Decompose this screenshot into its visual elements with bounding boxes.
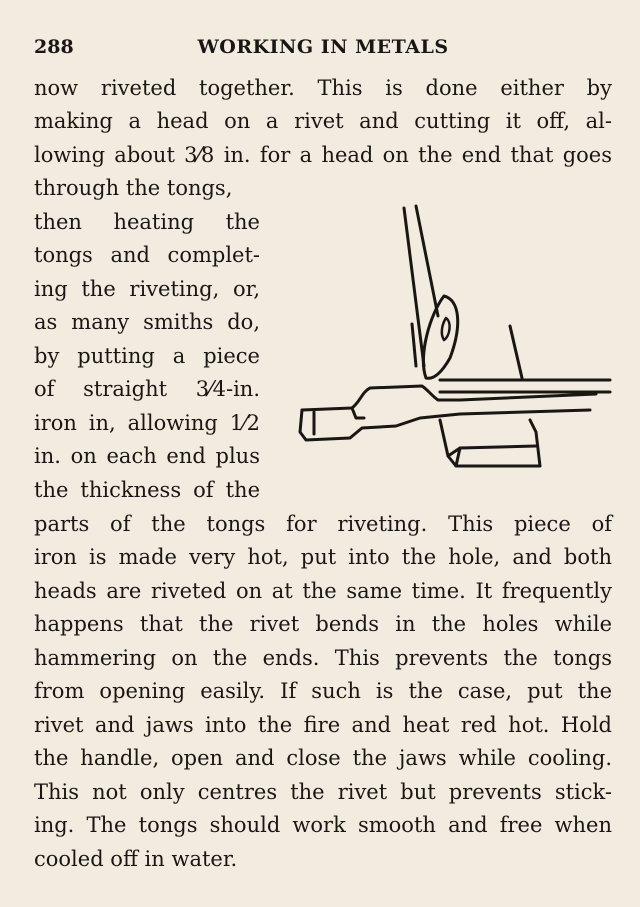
anvil-block [440,420,540,466]
text-line: iron is made very hot, put into the hole, and both [34,545,612,569]
text-line: happens that the rivet bends in the holes while [34,612,612,636]
text-line: hammering on the ends. This prevents the tongs [34,646,612,670]
drift-handle [404,206,438,366]
text-line: rivet and jaws into the fire and heat red hot. Hold [34,713,612,737]
text-line: parts of the tongs for riveting. This piece of [34,512,612,536]
text-line: iron in, allowing 1⁄2 [34,411,260,435]
jaw-left [302,386,596,410]
text-line: now riveted together. This is done either by [34,76,612,100]
text-line: from opening easily. If such is the case, put the [34,679,612,703]
text-line: the thickness of the [34,478,260,502]
text-line: heads are riveted on at the same time. It frequently [34,579,612,603]
text-line: the handle, open and close the jaws while cooling. [34,746,612,770]
text-line: then heating the [34,210,260,234]
text-line: ing the riveting, or, [34,277,260,301]
text-line: through the tongs, [34,176,233,200]
upper-rail [440,380,610,392]
text-line: tongs and complet- [34,243,260,267]
tongs-riveting-illustration [290,196,615,496]
text-line: as many smiths do, [34,310,260,334]
text-line: making a head on a rivet and cutting it off, al- [34,109,612,133]
text-line: of straight 3⁄4-in. [34,377,260,401]
text-line: by putting a piece [34,344,260,368]
drift-tip [423,296,457,378]
running-head: WORKING IN METALS [197,36,449,58]
text-line: This not only centres the rivet but prevents stick- [34,780,612,804]
drift-hole [442,318,450,340]
text-line: in. on each end plus [34,444,260,468]
page-header [34,36,612,64]
text-line: lowing about 3⁄8 in. for a head on the end that goes [34,143,612,167]
text-line: ing. The tongs should work smooth and free when [34,813,612,837]
text-line: cooled off in water. [34,847,238,871]
page-number: 288 [34,36,74,58]
